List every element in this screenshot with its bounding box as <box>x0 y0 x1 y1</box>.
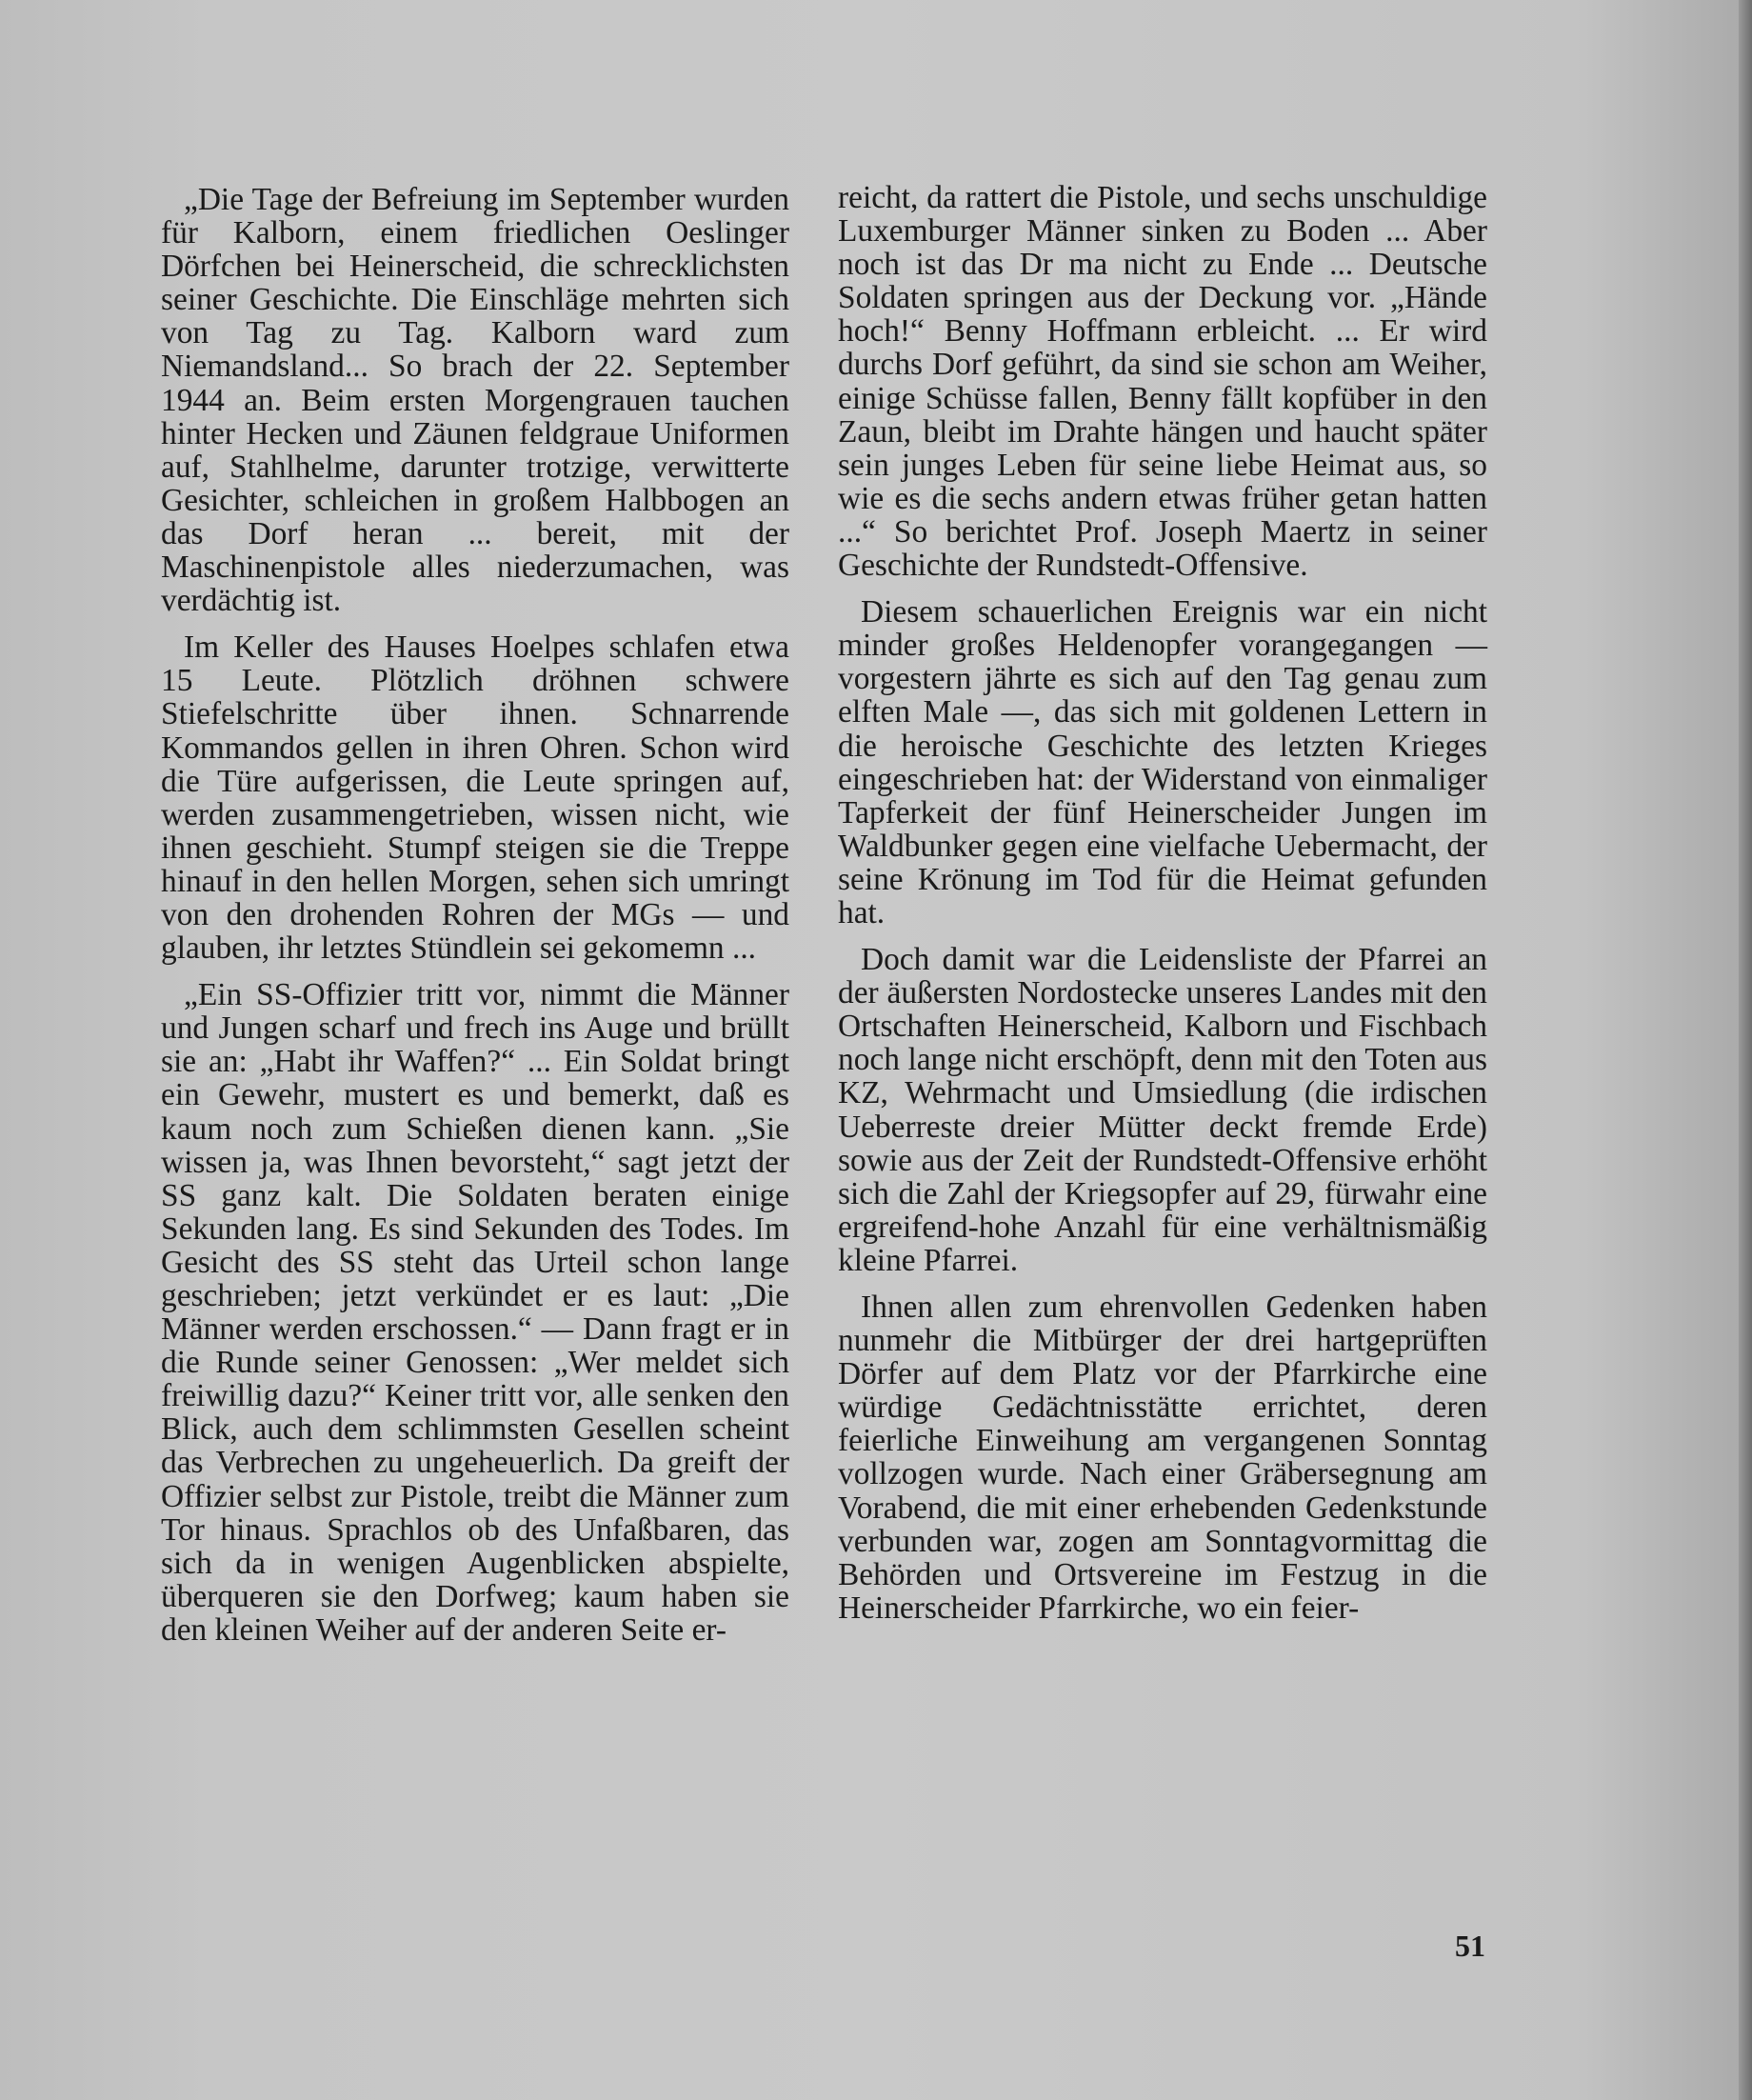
paragraph: „Ein SS-Offizier tritt vor, nimmt die Männer und Jungen scharf und frech ins Auge und brüllt sie an: „Habt ihr Waffen?“ ... Ein Soldat bringt ein Gewehr, mustert es und bemerkt, daß es kaum noch zum Schießen dienen kann. „Sie wissen ja, was Ihnen bevorsteht,“ sagt jetzt der SS ganz kalt. Die Soldaten beraten einige Sekunden lang. Es sind Sekunden des Todes. Im Gesicht des SS steht das Urteil schon lange geschrieben; jetzt verkündet er es laut: „Die Männer werden erschossen.“ — Dann fragt er in die Runde seiner Genossen: „Wer meldet sich freiwillig dazu?“ Keiner tritt vor, alle senken den Blick, auch dem schlimmsten Gesellen scheint das Verbrechen zu ungeheuerlich. Da greift der Offizier selbst zur Pistole, treibt die Männer zum Tor hinaus. Sprachlos ob des Unfaßbaren, das sich da in wenigen Augenblicken abspielte, überqueren sie den Dorfweg; kaum haben sie den kleinen Weiher auf der anderen Seite er- <box>161 977 789 1648</box>
paragraph: „Die Tage der Befreiung im September wurden für Kalborn, einem friedlichen Oeslinger Dörfchen bei Heinerscheid, die schrecklichsten seiner Geschichte. Die Einschläge mehrten sich von Tag zu Tag. Kalborn ward zum Niemandsland... So brach der 22. September 1944 an. Beim ersten Morgengrauen tauchen hinter Hecken und Zäunen feldgraue Uniformen auf, Stahlhelme, darunter trotzige, verwitterte Gesichter, schleichen in großem Halbbogen an das Dorf heran ... bereit, mit der Maschinenpistole alles niederzumachen, was verdächtig ist. <box>161 182 789 619</box>
paragraph: reicht, da rattert die Pistole, und sechs unschuldige Luxemburger Männer sinken zu Boden ... Aber noch ist das Dr ma nicht zu Ende ... Deutsche Soldaten springen aus der Deckung vor. „Hände hoch!“ Benny Hoffmann erbleicht. ... Er wird durchs Dorf geführt, da sind sie schon am Weiher, einige Schüsse fallen, Benny fällt kopfüber in den Zaun, bleibt im Drahte hängen und haucht später sein junges Leben für seine liebe Heimat aus, so wie es die sechs andern etwas früher getan hatten ...“ So berichtet Prof. Joseph Maertz in seiner Geschichte der Rundstedt-Offensive. <box>838 180 1487 584</box>
page-edge-shadow <box>1739 0 1752 2100</box>
paragraph: Diesem schauerlichen Ereignis war ein nicht minder großes Heldenopfer vorangegangen — vorgestern jährte es sich auf den Tag genau zum elften Male —, das sich mit goldenen Lettern in die heroische Geschichte des letzten Krieges eingeschrieben hat: der Widerstand von einmaliger Tapferkeit der fünf Heinerscheider Jungen im Waldbunker gegen eine vielfache Uebermacht, der seine Krönung im Tod für die Heimat gefunden hat. <box>838 594 1487 930</box>
paragraph: Im Keller des Hauses Hoelpes schlafen etwa 15 Leute. Plötzlich dröhnen schwere Stiefelschritte über ihnen. Schnarrende Kommandos gellen in ihren Ohren. Schon wird die Türe aufgerissen, die Leute springen auf, werden zusammengetrieben, wissen nicht, wie ihnen geschieht. Stumpf steigen sie die Treppe hinauf in den hellen Morgen, sehen sich umringt von den drohenden Rohren der MGs — und glauben, ihr letztes Stündlein sei gekomemn ... <box>161 630 789 967</box>
paragraph: Ihnen allen zum ehrenvollen Gedenken haben nunmehr die Mitbürger der drei hartgeprüften Dörfer auf dem Platz vor der Pfarrkirche eine würdige Gedächtnisstätte errichtet, deren feierliche Einweihung am vergangenen Sonntag vollzogen wurde. Nach einer Gräbersegnung am Vorabend, die mit einer erhebenden Gedenkstunde verbunden war, zogen am Sonntagvormittag die Behörden und Ortsvereine im Festzug in die Heinerscheider Pfarrkirche, wo ein feier- <box>838 1290 1487 1626</box>
page-number: 51 <box>1455 1929 1485 1963</box>
paragraph: Doch damit war die Leidensliste der Pfarrei an der äußersten Nordostecke unseres Landes mit den Ortschaften Heinerscheid, Kalborn und Fischbach noch lange nicht erschöpft, denn mit den Toten aus KZ, Wehrmacht und Umsiedlung (die irdischen Ueberreste dreier Mütter deckt fremde Erde) sowie aus der Zeit der Rundstedt-Offensive erhöht sich die Zahl der Kriegsopfer auf 29, fürwahr eine ergreifend-hohe Anzahl für eine verhältnismäßig kleine Pfarrei. <box>838 942 1487 1278</box>
left-column <box>161 183 789 1660</box>
right-column <box>838 181 1487 1638</box>
